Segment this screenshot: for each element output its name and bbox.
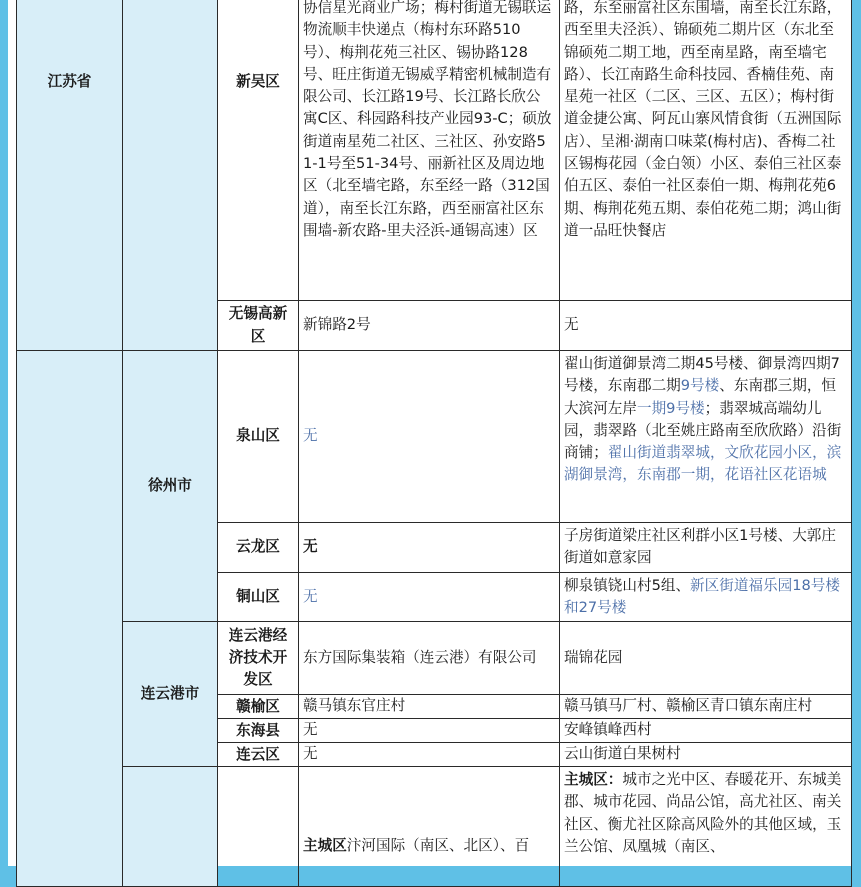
low-risk-cell — [560, 351, 852, 523]
area-heading: 主城区 — [303, 837, 347, 855]
text-segment: 汴河国际（南区、北区）、百 — [346, 837, 530, 855]
city-cell-xuzhou — [123, 351, 218, 622]
table-row — [17, 622, 852, 695]
district-label: 连云区 — [236, 745, 280, 763]
medium-risk-cell: 赣马镇东官庄村 — [299, 695, 560, 719]
low-risk-cell: 安峰镇峰西村 — [560, 719, 852, 743]
medium-risk-cell: 无 — [299, 743, 560, 767]
low-risk-cell: 赣马镇马厂村、赣榆区青口镇东南庄村 — [560, 695, 852, 719]
district-label: 新吴区 — [236, 73, 280, 90]
district-cell — [218, 622, 299, 695]
district-label: 铜山区 — [236, 587, 280, 605]
district-label: 云龙区 — [236, 538, 280, 556]
low-risk-cell — [560, 767, 852, 887]
city-label: 徐州市 — [148, 476, 192, 494]
province-cell — [17, 0, 123, 351]
text-segment: 柳泉镇铙山村5组、 — [564, 576, 691, 594]
text-segment-highlight: 翟山街道翡翠城，文欣花园小区，滨湖御景湾，东南郡一期，花语社区花语城 — [564, 444, 842, 484]
district-cell — [218, 719, 299, 743]
low-risk-cell — [560, 572, 852, 622]
text-segment-highlight: 新区街道福乐园18号楼和27号楼 — [564, 576, 840, 616]
city-cell-wuxi — [123, 0, 218, 351]
medium-risk-cell: 无 — [299, 572, 560, 622]
medium-risk-cell: 新锦路2号 — [299, 301, 560, 351]
district-label: 赣榆区 — [236, 697, 280, 715]
medium-risk-cell: 东方国际集装箱（连云港）有限公司 — [299, 622, 560, 695]
low-risk-cell: 子房街道梁庄社区利群小区1号楼、大郭庄街道如意家园 — [560, 523, 852, 573]
low-risk-cell: 无 — [560, 301, 852, 351]
low-risk-cell: 云山街道白果树村 — [560, 743, 852, 767]
table-row — [17, 351, 852, 523]
district-cell — [218, 523, 299, 573]
city-label: 连云港市 — [140, 685, 200, 703]
risk-area-table — [16, 0, 852, 887]
district-label: 连云港经济技术开发区 — [228, 626, 288, 689]
text-segment: 城市之光中区、春暖花开、东城美郡、城市花园、尚品公馆，高尤社区、南关社区、衡尤社区除高风险外的其他区域，玉兰公馆、凤凰城（南区、 — [564, 771, 842, 856]
city-cell-lianyungang — [123, 622, 218, 767]
city-cell-next — [123, 767, 218, 887]
district-cell — [218, 0, 299, 301]
low-risk-cell: 路，东至丽富社区东围墙，南至长江东路，西至里夫泾浜）、锦硕苑二期片区（东北至锦硕苑二期工地，西至南星路，南至墙宅路）、长江南路生命科技园、香楠佳苑、南星苑一社区（二区、三区、五区）；梅村街道金捷公寓、阿瓦山寨风情食街（五洲国际店）、呈湘·湖南口味菜(梅村店)、香梅二社区锡梅花园（金白领）小区、泰伯三社区泰伯五区、泰伯一社区泰伯一期、梅荆花苑6期、梅荆花苑五期、泰伯花苑二期；鸿山街道一品旺快餐店 — [560, 0, 852, 301]
medium-risk-cell: 无 — [299, 351, 560, 523]
medium-risk-cell — [299, 767, 560, 887]
document-sheet — [8, 0, 851, 866]
district-label: 无锡高新区 — [228, 305, 288, 345]
table-row — [17, 767, 852, 887]
province-cell-continued — [17, 351, 123, 887]
district-label: 东海县 — [236, 721, 280, 739]
district-cell — [218, 351, 299, 523]
district-cell — [218, 301, 299, 351]
district-cell — [218, 743, 299, 767]
district-cell — [218, 695, 299, 719]
text-segment-highlight: 一期9号楼 — [636, 399, 705, 417]
medium-risk-cell: 无 — [299, 719, 560, 743]
district-cell — [218, 767, 299, 887]
district-cell — [218, 572, 299, 622]
text-segment-highlight: 9号楼 — [680, 377, 720, 395]
area-heading: 主城区： — [564, 771, 623, 789]
low-risk-cell: 瑞锦花园 — [560, 622, 852, 695]
medium-risk-cell: 无 — [299, 523, 560, 573]
table-row — [17, 0, 852, 301]
medium-risk-cell: 协信星光商业广场；梅村街道无锡联运物流顺丰快递点（梅村东环路510号）、梅荆花苑三社区、锡协路128号、旺庄街道无锡威孚精密机械制造有限公司、长江路19号、长江路长欣公寓C区、科园路科技产业园93-C；硕放街道南星苑二社区、三社区、孙安路51-1号至51-34号、丽新社区及周边地区（北至墙宅路，东至经一路（312国道），南至长江东路，西至丽富社区东围墙-新农路-里夫泾浜-通锡高速）区 — [299, 0, 560, 301]
text-segment: 翟山街道御景湾二期45号楼、御景湾四期7号楼，东南郡二期 — [564, 355, 840, 395]
text-segment: ；翡翠城高端幼儿园，翡翠路（北至姚庄路南至欣欣路）沿街商铺； — [564, 399, 842, 462]
text-segment: 、东南郡三期，恒大滨河左岸 — [564, 377, 837, 417]
district-label: 泉山区 — [236, 427, 280, 445]
province-label: 江苏省 — [47, 73, 92, 90]
